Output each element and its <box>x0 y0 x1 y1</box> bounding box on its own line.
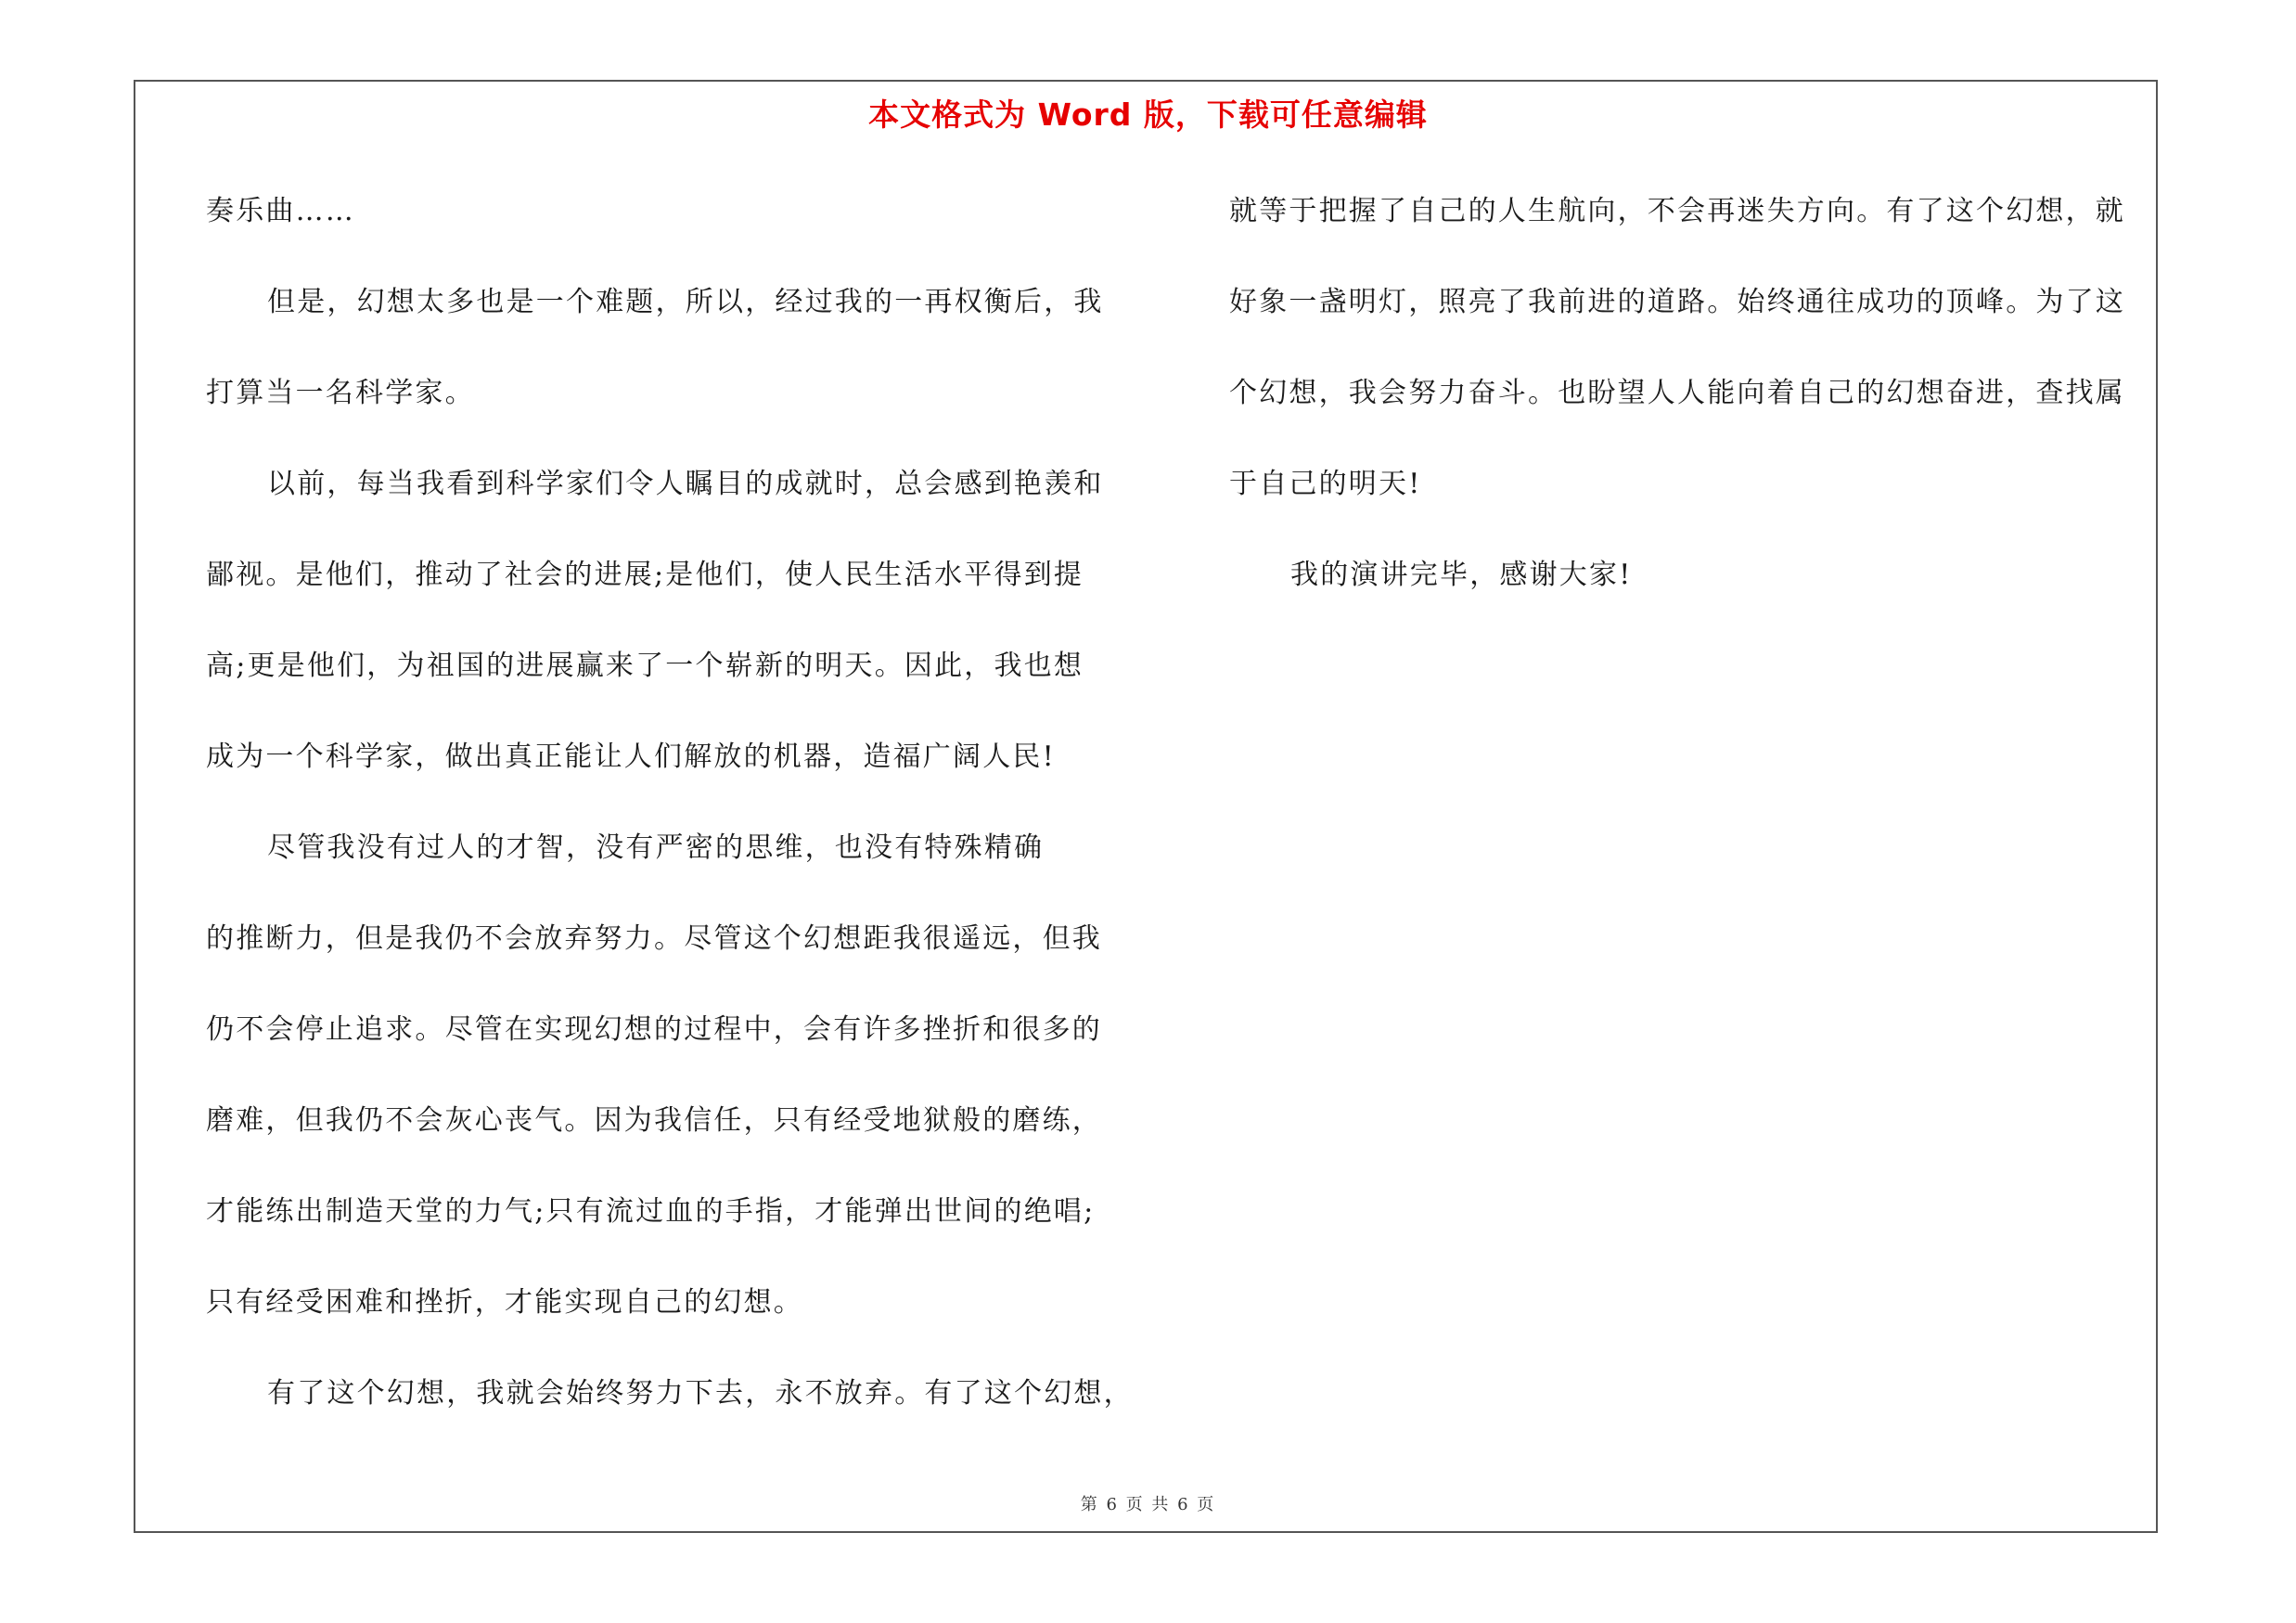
text-line: 的推断力，但是我仍不会放弃努力。尽管这个幻想距我很遥远，但我 <box>206 922 1102 955</box>
text-line: 成为一个科学家，做出真正能让人们解放的机器，造福广阔人民! <box>206 741 1056 773</box>
text-line: 鄙视。是他们，推动了社会的进展;是他们，使人民生活水平得到提 <box>206 559 1084 591</box>
text-line: 就等于把握了自己的人生航向，不会再迷失方向。有了这个幻想，就 <box>1229 195 2125 227</box>
text-line: 以前，每当我看到科学家们令人瞩目的成就时，总会感到艳羡和 <box>267 468 1104 500</box>
text-line: 奏乐曲…… <box>206 195 355 227</box>
text-line: 但是，幻想太多也是一个难题，所以，经过我的一再权衡后，我 <box>267 286 1104 318</box>
text-line: 于自己的明天! <box>1229 468 1422 500</box>
text-line: 才能练出制造天堂的力气;只有流过血的手指，才能弹出世间的绝唱; <box>206 1195 1096 1228</box>
text-line: 个幻想，我会努力奋斗。也盼望人人能向着自己的幻想奋进，查找属 <box>1229 377 2125 409</box>
text-line: 高;更是他们，为祖国的进展赢来了一个崭新的明天。因此，我也想 <box>206 650 1084 682</box>
header-banner: 本文格式为 Word 版，下载可任意编辑 <box>868 97 1428 133</box>
text-line: 打算当一名科学家。 <box>206 377 475 409</box>
text-line: 仍不会停止追求。尽管在实现幻想的过程中，会有许多挫折和很多的 <box>206 1013 1102 1046</box>
text-line: 好象一盏明灯，照亮了我前进的道路。始终通往成功的顶峰。为了这 <box>1229 286 2125 318</box>
page-number: 第 6 页 共 6 页 <box>1080 1495 1216 1514</box>
text-line: 我的演讲完毕，感谢大家! <box>1290 559 1633 591</box>
text-line: 只有经受困难和挫折，才能实现自己的幻想。 <box>206 1286 803 1319</box>
text-line: 尽管我没有过人的才智，没有严密的思维，也没有特殊精确 <box>267 831 1045 864</box>
text-line: 有了这个幻想，我就会始终努力下去，永不放弃。有了这个幻想， <box>267 1377 1134 1410</box>
text-line: 磨难，但我仍不会灰心丧气。因为我信任，只有经受地狱般的磨练， <box>206 1104 1102 1137</box>
